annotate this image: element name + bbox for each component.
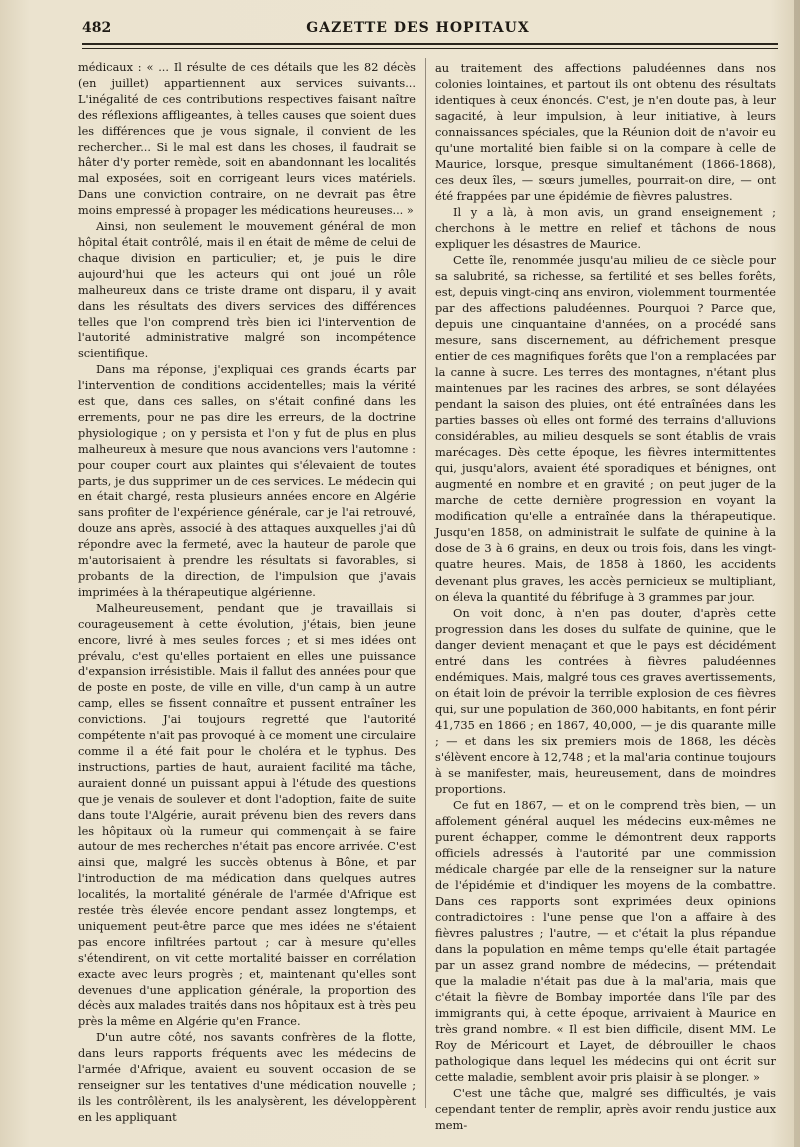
paragraph: Malheureusement, pendant que je travaillais si courageusement à cette évolution, j'étais, bien jeune encore, livré à mes seules forces ; et si mes idées ont prévalu, c'est qu'elles portaient en elles une puissance d'expansion irrésistible. Mais il fallut des années pour que de poste en poste, de ville en ville, d'un camp à un autre camp, elles se fissent connaître et pussent entraîner les convictions. J'ai toujours regretté que l'autorité compétente n'ait pas provoqué à ce moment une circulaire comme il a été fait pour le choléra et le typhus. Des instructions, parties de haut, auraient facilité ma tâche, auraient donné un puissant appui à l'étude des questions que je venais de soulever et dont l'adoption, faite de suite dans toute l'Algérie, aurait prévenu bien des revers dans les hôpitaux où la rumeur qui commençait à se faire autour de mes recherches n'était pas encore arrivée. C'est ainsi que, malgré les succès obtenus à Bône, et par l'introduction de ma médication dans quelques autres localités, la mortalité générale de l'armée d'Afrique est restée très élevée encore pendant assez longtemps, et uniquement peut-être parce que mes idées ne s'étaient pas encore infiltrées partout ; car à mesure qu'elles s'étendirent, on vit cette mortalité baisser en corrélation exacte avec leurs progrès ; et, maintenant qu'elles sont devenues d'une application générale, la proportion des décès aux malades traités dans nos hôpitaux est à très peu près la même en Algérie qu'en France. bbox=[78, 601, 416, 1029]
paragraph: au traitement des affections paludéennes dans nos colonies lointaines, et partout ils ont obtenu des résultats identiques à ceux énoncés. C'est, je n'en doute pas, à leur sagacité, à leur impulsion, à leur initiative, à leurs connaissances spéciales, que la Réunion doit de n'avoir eu qu'une mortalité bien faible si on la compare à celle de Maurice, lorsque, presque simultanément (1866-1868), ces deux îles, — sœurs jumelles, pourrait-on dire, — ont été frappées par une épidémie de fièvres palustres. bbox=[435, 61, 776, 204]
page-number: 482 bbox=[82, 20, 112, 36]
paragraph: D'un autre côté, nos savants confrères de la flotte, dans leurs rapports fréquents avec les médecins de l'armée d'Afrique, avaient eu souvent occasion de se renseigner sur les tentatives d'une médication nouvelle ; ils les contrôlèrent, ils les analysèrent, les développèrent en les appliquant bbox=[78, 1031, 416, 1124]
running-title: GAZETTE DES HOPITAUX bbox=[306, 20, 530, 36]
left-column bbox=[78, 60, 416, 1126]
paragraph: médicaux : « ... Il résulte de ces détails que les 82 décès (en juillet) appartiennent aux services suivants... L'inégalité de ces contributions respectives faisant naître des réflexions affligeantes, à telles causes que soient dues les différences que je vous signale, il convient de les rechercher... Si le mal est dans les choses, il faudrait se hâter d'y porter remède, soit en abandonnant les localités mal exposées, soit en corrigeant leurs vices matériels. Dans une conviction contraire, on ne devrait pas être moins empressé à propager les médications heureuses... » bbox=[78, 61, 416, 218]
header-rule-thin bbox=[82, 48, 778, 49]
paragraph: Ce fut en 1867, — et on le comprend très bien, — un affolement général auquel les médecins eux-mêmes ne purent échapper, comme le démontrent deux rapports officiels adressés à l'autorité par une commission médicale chargée par elle de la renseigner sur la nature de l'épidémie et d'indiquer les moyens de la combattre. Dans ces rapports sont exprimées deux opinions contradictoires : l'une pense que l'on a affaire à des fièvres palustres ; l'autre, — et c'était la plus répandue dans la population en même temps qu'elle était partagée par un assez grand nombre de médecins, — prétendait que la maladie n'était pas due à la mal'aria, mais que c'était la fièvre de Bombay importée dans l'île par des immigrants qui, à cette époque, arrivaient à Maurice en très grand nombre. « Il est bien difficile, disent MM. Le Roy de Méricourt et Layet, de débrouiller le chaos pathologique dans lequel les médecins qui ont écrit sur cette maladie, semblent avoir pris plaisir à se plonger. » bbox=[435, 797, 776, 1084]
column-divider bbox=[425, 58, 426, 1108]
paragraph: On voit donc, à n'en pas douter, d'après cette progression dans les doses du sulfate de quinine, que le danger devient menaçant et que le pays est décidément entré dans les contrées à fièvres paludéennes endémiques. Mais, malgré tous ces graves avertissements, on était loin de prévoir la terrible explosion de ces fièvres qui, sur une population de 360,000 habitants, en font périr 41,735 en 1866 ; en 1867, 40,000, — je dis quarante mille ; — et dans les six premiers mois de 1868, les décès s'élèvent encore à 12,748 ; et la mal'aria continue toujours à se manifester, mais, heureusement, dans de moindres proportions. bbox=[435, 605, 776, 796]
paragraph: C'est une tâche que, malgré ses difficultés, je vais cependant tenter de remplir, après avoir rendu justice aux mem- bbox=[435, 1086, 776, 1133]
paragraph: Dans ma réponse, j'expliquai ces grands écarts par l'intervention de conditions accidentelles; mais la vérité est que, dans ces salles, on s'était confiné dans les errements, pour ne pas dire les erreurs, de la doctrine physiologique ; on y persista et l'on y fut de plus en plus malheureux à mesure que nous avancions vers l'automne : pour couper court aux plaintes qui s'élevaient de toutes parts, je dus supprimer un de ces services. Le médecin qui en était chargé, resta plusieurs années encore en Algérie sans profiter de l'expérience générale, car je l'ai retrouvé, douze ans après, associé à des attaques auxquelles j'ai dû répondre avec la fermeté, avec la hauteur de parole que m'autorisaient à prendre les résultats si favorables, si probants de la direction, de l'impulsion que j'avais imprimées à la thérapeutique algérienne. bbox=[78, 363, 416, 599]
right-column bbox=[435, 60, 776, 1133]
paragraph: Ainsi, non seulement le mouvement général de mon hôpital était contrôlé, mais il en était de même de celui de chaque division en particulier; et, je puis le dire aujourd'hui que les acteurs qui ont joué un rôle malheureux dans ce triste drame ont disparu, il y avait dans les résultats des divers services des différences telles que l'on comprend très bien ici l'intervention de l'autorité administrative malgré son incompétence scientifique. bbox=[78, 220, 416, 361]
page-header bbox=[60, 18, 776, 40]
page-edge bbox=[794, 0, 800, 1147]
header-rule bbox=[82, 43, 778, 45]
paragraph: Cette île, renommée jusqu'au milieu de ce siècle pour sa salubrité, sa richesse, sa fertilité et ses belles forêts, est, depuis vingt-cinq ans environ, violemment tourmentée par des affections paludéennes. Pourquoi ? Parce que, depuis une cinquantaine d'années, on a procédé sans mesure, sans discernement, au défrichement presque entier de ces magnifiques forêts que l'on a remplacées par la canne à sucre. Les terres des montagnes, n'étant plus maintenues par les racines des arbres, se sont délayées pendant la saison des pluies, ont été entraînées dans les parties basses où elles ont formé des terrains d'alluvions considérables, au milieu desquels se sont établis de vrais marécages. Dès cette époque, les fièvres intermittentes qui, jusqu'alors, avaient été sporadiques et bénignes, ont augmenté en nombre et en gravité ; on peut juger de la marche de cette dernière progression en voyant la modification qu'elle a entraînée dans la thérapeutique. Jusqu'en 1858, on administrait le sulfate de quinine à la dose de 3 à 6 grains, en deux ou trois fois, dans les vingt-quatre heures. Mais, de 1858 à 1860, les accidents devenant plus graves, les accès pernicieux se multipliant, on éleva la quantité du fébrifuge à 3 grammes par jour. bbox=[435, 253, 776, 604]
paragraph: Il y a là, à mon avis, un grand enseignement ; cherchons à le mettre en relief et tâchons de nous expliquer les désastres de Maurice. bbox=[435, 205, 776, 252]
